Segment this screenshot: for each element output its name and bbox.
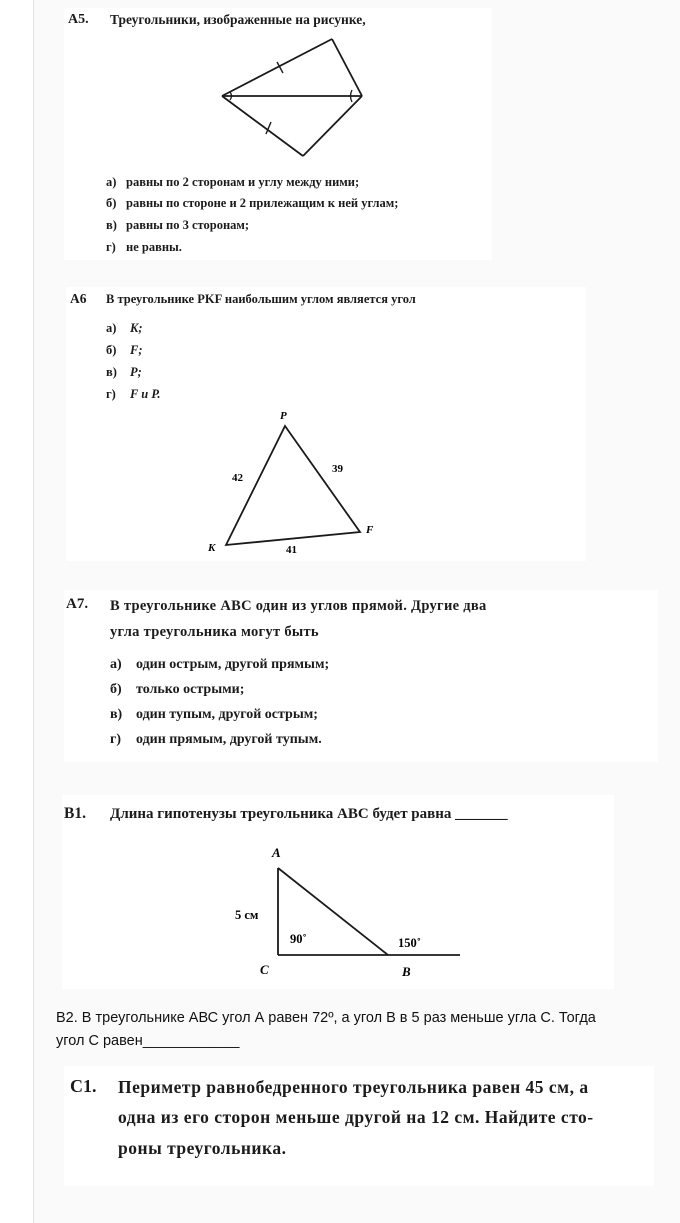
task-a5-figure <box>214 36 374 172</box>
side-pk-label: 42 <box>232 472 243 484</box>
task-a5-option: а) равны по 2 сторонам и углу между ними; <box>106 175 360 189</box>
triangle-lower-left-side <box>222 96 303 156</box>
task-b1-number: В1. <box>64 805 86 822</box>
two-triangles-diagram <box>214 36 374 168</box>
vertex-a-label: A <box>272 845 281 860</box>
task-a6-option: б) F; <box>106 343 143 357</box>
triangle-pkf <box>226 426 360 545</box>
task-a7-option: в) один тупым, другой острым; <box>110 707 318 722</box>
task-a7 <box>64 590 658 762</box>
task-a7-option: а) один острым, другой прямым; <box>110 657 330 672</box>
right-triangle-abc-diagram <box>230 839 470 979</box>
side-kf-label: 41 <box>286 544 297 556</box>
triangle-upper-right-side <box>332 39 362 96</box>
angle-c-label: 90˚ <box>290 932 307 946</box>
task-b1-question <box>110 806 508 823</box>
task-a5-number: А5. <box>68 12 89 27</box>
task-a6-number: А6 <box>70 291 87 306</box>
task-a5-option: в) равны по 3 сторонам; <box>106 218 250 232</box>
task-a5-option: г) не равны. <box>106 240 182 254</box>
task-a6-figure <box>200 405 400 565</box>
answer-blank[interactable]: _______ <box>455 806 508 822</box>
task-b2-line1: В2. В треугольнике АВС угол А равен 72º, а угол В в 5 раз меньше угла С. Тогда <box>56 1010 596 1026</box>
task-b1 <box>62 795 614 989</box>
task-c1-line1: Периметр равнобедренного треугольника равен 45 см, а <box>118 1077 589 1097</box>
angle-ext-b-label: 150˚ <box>398 936 421 950</box>
task-c1-number: С1. <box>70 1076 97 1096</box>
task-a7-question-line1: В треугольнике ABC один из углов прямой. Другие два <box>110 598 487 614</box>
task-a6 <box>66 287 586 561</box>
vertex-b-label: B <box>402 964 411 979</box>
task-a7-option: б) только острыми; <box>110 682 245 697</box>
task-b2-line2: угол С равен____________ <box>56 1033 240 1049</box>
side-pf-label: 39 <box>332 463 343 475</box>
triangle-upper-left-side <box>222 39 332 96</box>
task-c1-line2: одна из его сторон меньше другой на 12 см. Найдите сто- <box>118 1107 594 1127</box>
vertex-p-label: P <box>280 410 287 422</box>
vertex-f-label: F <box>366 524 374 536</box>
task-a7-number: А7. <box>66 596 89 612</box>
task-a6-option: в) P; <box>106 365 142 379</box>
task-a5-option: б) равны по стороне и 2 прилежащим к ней углам; <box>106 196 399 210</box>
triangle-lower-right-side <box>303 96 362 156</box>
vertex-c-label: C <box>260 962 269 977</box>
task-a7-question-line2: угла треугольника могут быть <box>110 624 319 640</box>
task-a6-option: г) F и P. <box>106 387 161 401</box>
task-b1-figure <box>230 839 470 983</box>
task-a5 <box>64 8 492 260</box>
task-a7-option: г) один прямым, другой тупым. <box>110 732 322 747</box>
task-c1 <box>64 1066 654 1186</box>
vertex-k-label: K <box>208 542 216 554</box>
task-c1-line3: роны треугольника. <box>118 1138 287 1158</box>
triangle-pkf-diagram <box>200 405 400 561</box>
task-a5-question: Треугольники, изображенные на рисунке, <box>110 12 366 27</box>
task-b1-question-text: Длина гипотенузы треугольника ABC будет равна <box>110 806 452 822</box>
task-a6-option: а) K; <box>106 321 143 335</box>
task-a6-question: В треугольнике PKF наибольшим углом является угол <box>106 292 416 306</box>
side-ac-label: 5 см <box>235 908 259 922</box>
